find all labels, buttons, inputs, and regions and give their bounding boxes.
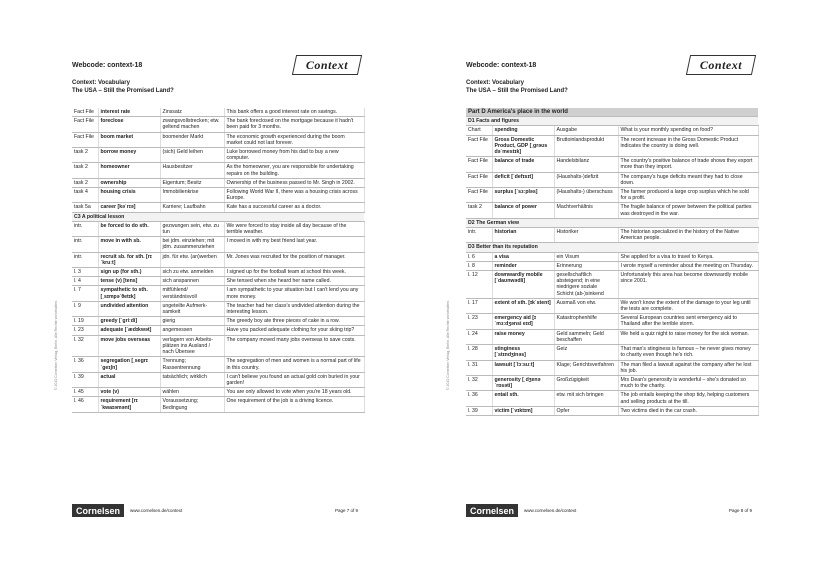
term-cell: greedy [ˈɡriːdi]	[98, 317, 160, 326]
table-row	[72, 203, 364, 212]
example-cell: She tensed when she heard her name called.	[224, 277, 364, 286]
german-cell: Ausmaß von etw.	[554, 298, 618, 313]
ref-cell: task 4	[72, 188, 98, 203]
term-cell: reminder	[492, 261, 554, 270]
ref-cell: l. 4	[72, 277, 98, 286]
term-cell: downwardly mobile [ˈdaʊnwədli]	[492, 271, 554, 299]
german-cell: (Haushalts-) überschuss	[554, 188, 618, 203]
table-row	[72, 221, 364, 236]
term-cell: balance of trade	[492, 157, 554, 172]
table-row	[72, 188, 364, 203]
term-cell: emergency aid [ɪˈmɜːdʒənsi eɪd]	[492, 314, 554, 329]
term-cell: generosity [ˌdʒenəˈrɒsəti]	[492, 375, 554, 390]
context-logo-text: Context	[305, 57, 349, 72]
german-cell: Eigentum; Besitz	[160, 178, 224, 187]
ref-cell: Fact File	[466, 188, 492, 203]
page-number: Page 7 of 9	[334, 508, 358, 513]
ref-cell: l. 23	[466, 314, 492, 329]
example-cell: You are only allowed to vote when you're 18 years old.	[224, 388, 364, 397]
ref-cell: l. 23	[72, 326, 98, 335]
example-cell: I wrote myself a reminder about the meeting on Thursday.	[618, 261, 758, 270]
term-cell: housing crisis	[98, 188, 160, 203]
example-cell: We were forced to stay inside all day because of the terrible weather.	[224, 221, 364, 236]
term-cell: historian	[492, 228, 554, 243]
term-cell: spending	[492, 126, 554, 135]
term-cell: actual	[98, 372, 160, 387]
table-row	[466, 188, 758, 203]
german-cell: ein Visum	[554, 252, 618, 261]
ref-cell: l. 36	[466, 391, 492, 406]
example-cell: The teacher had her class's undivided attention during the interesting lesson.	[224, 301, 364, 316]
term-cell: homeowner	[98, 163, 160, 178]
ref-cell: task 5a	[72, 203, 98, 212]
ref-cell: intr.	[72, 252, 98, 267]
ref-cell: Fact File	[466, 135, 492, 157]
german-cell: Handelsbilanz	[554, 157, 618, 172]
table-row	[72, 132, 364, 147]
context-logo-text: Context	[699, 57, 743, 72]
german-cell: jdn. für etw. (an)werben	[160, 252, 224, 267]
ref-cell: l. 3	[72, 268, 98, 277]
german-cell: Machtverhältnis	[554, 203, 618, 218]
context-title: Context: Vocabulary	[72, 80, 130, 86]
section-heading: D3 Better than its reputation	[466, 243, 758, 252]
table-row	[72, 317, 364, 326]
ref-cell: task 2	[466, 203, 492, 218]
ref-cell: l. 7	[72, 286, 98, 301]
ref-cell: l. 45	[72, 388, 98, 397]
page-footer	[466, 504, 758, 518]
table-row	[72, 372, 364, 387]
ref-cell: l. 46	[72, 397, 98, 412]
german-cell: wählen	[160, 388, 224, 397]
table-row	[72, 326, 364, 335]
term-cell: boom market	[98, 132, 160, 147]
ref-cell: Chart	[466, 126, 492, 135]
term-cell: ownership	[98, 178, 160, 187]
ref-cell: l. 32	[72, 335, 98, 357]
context-subtitle: The USA – Still the Promised Land?	[466, 88, 568, 94]
german-cell: Großzügigkeit	[554, 375, 618, 390]
german-cell: Zinssatz	[160, 108, 224, 117]
side-copyright: © 2010 Cornelsen Verlag, Berlin. Alle Rechte vorbehalten.	[446, 300, 450, 390]
german-cell: Karriere; Laufbahn	[160, 203, 224, 212]
ref-cell: l. 6	[466, 252, 492, 261]
term-cell: balance of power	[492, 203, 554, 218]
example-cell: Following World War II, there was a housing crisis across Europe.	[224, 188, 364, 203]
ref-cell: Fact File	[72, 117, 98, 132]
example-cell: The economic growth experienced during the boom market could not last forever.	[224, 132, 364, 147]
term-cell: move in with sb.	[98, 237, 160, 252]
term-cell: vote (v)	[98, 388, 160, 397]
table-row	[466, 298, 758, 313]
term-cell: Gross Domestic Product, GDP [ˌgrəʊs dəˈmestɪk]	[492, 135, 554, 157]
german-cell: (Haushalts-)defizit	[554, 172, 618, 187]
term-cell: entail sth.	[492, 391, 554, 406]
example-cell: Mrs Dean's generosity is wonderful – she's donated so much to the charity.	[618, 375, 758, 390]
table-row	[466, 406, 758, 415]
german-cell: Bruttoinlandsprodukt	[554, 135, 618, 157]
example-cell: As the homeowner, you are responsible for undertaking repairs on the building.	[224, 163, 364, 178]
ref-cell: Fact File	[72, 108, 98, 117]
ref-cell: l. 28	[466, 345, 492, 360]
table-row	[466, 157, 758, 172]
ref-cell: l. 12	[466, 271, 492, 299]
ref-cell: l. 36	[72, 357, 98, 372]
term-cell: move jobs overseas	[98, 335, 160, 357]
german-cell: Klage; Gerichtsverfahren	[554, 360, 618, 375]
table-row	[72, 286, 364, 301]
example-cell: The company's huge deficits meant they had to close down.	[618, 172, 758, 187]
example-cell: Luke borrowed money from his dad to buy a new computer.	[224, 148, 364, 163]
table-row	[72, 163, 364, 178]
ref-cell: l. 31	[466, 360, 492, 375]
term-cell: sign up (for sth.)	[98, 268, 160, 277]
example-cell: We won't know the extent of the damage to your leg until the tests are complete.	[618, 298, 758, 313]
section-heading: D2 The German view	[466, 218, 758, 227]
side-copyright: © 2010 Cornelsen Verlag, Berlin. Alle Rechte vorbehalten.	[54, 300, 58, 390]
example-cell: I can't believe you found an actual gold coin buried in your garden!	[224, 372, 364, 387]
term-cell: deficit [ˈdefɪsɪt]	[492, 172, 554, 187]
ref-cell: intr.	[466, 228, 492, 243]
ref-cell: intr.	[72, 221, 98, 236]
example-cell: I am sympathetic to your situation but I can't lend you any more money.	[224, 286, 364, 301]
term-cell: undivided attention	[98, 301, 160, 316]
table-row	[72, 148, 364, 163]
table-row	[466, 345, 758, 360]
example-cell: The country's positive balance of trade shows they export more than they import.	[618, 157, 758, 172]
german-cell: Trennung; Rassentrennung	[160, 357, 224, 372]
page-number: Page 8 of 9	[728, 508, 752, 513]
term-cell: foreclose	[98, 117, 160, 132]
webcode: Webcode: context-18	[72, 62, 143, 69]
german-cell: verlagern von Arbeits- plätzen ins Ausland / nach Übersee	[160, 335, 224, 357]
part-heading: Part D America's place in the world	[466, 108, 758, 117]
page-left	[68, 52, 368, 522]
example-cell: Unfortunately this area has become downwardly mobile since 2001.	[618, 271, 758, 299]
german-cell: sich zu etw. anmelden	[160, 268, 224, 277]
german-cell: Geld sammeln; Geld beschaffen	[554, 329, 618, 344]
german-cell: tatsächlich; wirklich	[160, 372, 224, 387]
term-cell: borrow money	[98, 148, 160, 163]
example-cell: Several European countries sent emergency aid to Thailand after the terrible storm.	[618, 314, 758, 329]
cornelsen-logo: Cornelsen	[466, 504, 518, 517]
section-heading: D1 Facts and figures	[466, 117, 758, 126]
german-cell: bei jdm. einziehen; mit jdm. zusammenziehen	[160, 237, 224, 252]
table-row	[72, 301, 364, 316]
section-heading-row	[466, 218, 758, 227]
example-cell: I moved in with my best friend last year.	[224, 237, 364, 252]
german-cell: Opfer	[554, 406, 618, 415]
context-logo	[686, 55, 756, 75]
ref-cell: l. 32	[466, 375, 492, 390]
example-cell: That man's stinginess is famous – he never gives money to charity even though he's rich.	[618, 345, 758, 360]
german-cell: gierig	[160, 317, 224, 326]
table-row	[466, 203, 758, 218]
table-row	[466, 228, 758, 243]
example-cell: The bank foreclosed on the mortgage because it hadn't been paid for 3 months.	[224, 117, 364, 132]
example-cell: She applied for a visa to travel to Kenya.	[618, 252, 758, 261]
example-cell: Two victims died in the car crash.	[618, 406, 758, 415]
table-row	[466, 314, 758, 329]
term-cell: requirement [rɪˈkwaɪəmənt]	[98, 397, 160, 412]
table-row	[72, 357, 364, 372]
part-heading-row	[466, 108, 758, 117]
section-heading-row	[466, 117, 758, 126]
section-heading: C3 A political lesson	[72, 212, 364, 221]
table-row	[72, 388, 364, 397]
german-cell: Katastrophenhilfe	[554, 314, 618, 329]
table-row	[466, 360, 758, 375]
term-cell: surplus [ˈsɜːpləs]	[492, 188, 554, 203]
table-row	[466, 391, 758, 406]
ref-cell: Fact File	[466, 157, 492, 172]
german-cell: (sich) Geld leihen	[160, 148, 224, 163]
term-cell: lawsuit [ˈlɔːsuːt]	[492, 360, 554, 375]
term-cell: stinginess [ˈstɪndʒinəs]	[492, 345, 554, 360]
example-cell: One requirement of the job is a driving licence.	[224, 397, 364, 412]
ref-cell: task 2	[72, 148, 98, 163]
term-cell: career [kəˈrɪə]	[98, 203, 160, 212]
table-row	[72, 237, 364, 252]
example-cell: The segregation of men and women is a normal part of life in this country.	[224, 357, 364, 372]
table-row	[72, 268, 364, 277]
german-cell: mitfühlend/ verständnisvoll	[160, 286, 224, 301]
ref-cell: Fact File	[466, 172, 492, 187]
example-cell: The job entails keeping the shop tidy, helping customers and selling products at the till.	[618, 391, 758, 406]
example-cell: The company moved many jobs overseas to save costs.	[224, 335, 364, 357]
context-heading	[466, 79, 568, 95]
german-cell: etw. mit sich bringen	[554, 391, 618, 406]
example-cell: This bank offers a good interest rate on savings.	[224, 108, 364, 117]
page-right	[462, 52, 762, 522]
table-row	[72, 397, 364, 412]
german-cell: Hausbesitzer	[160, 163, 224, 178]
term-cell: sympathetic to sth. [ˌsɪmpəˈθetɪk]	[98, 286, 160, 301]
table-row	[466, 375, 758, 390]
table-row	[72, 335, 364, 357]
table-row	[72, 277, 364, 286]
term-cell: a visa	[492, 252, 554, 261]
ref-cell: l. 39	[466, 406, 492, 415]
table-row	[466, 172, 758, 187]
ref-cell: l. 19	[72, 317, 98, 326]
table-row	[466, 261, 758, 270]
term-cell: recruit sb. for sth. [rɪˈkruːt]	[98, 252, 160, 267]
german-cell: Ausgabe	[554, 126, 618, 135]
term-cell: adequate [ˈædɪkwət]	[98, 326, 160, 335]
term-cell: raise money	[492, 329, 554, 344]
table-row	[466, 126, 758, 135]
context-title: Context: Vocabulary	[466, 80, 524, 86]
example-cell: Ownership of the business passed to Mr. Singh in 2002.	[224, 178, 364, 187]
example-cell: The man filed a lawsuit against the company after he lost his job.	[618, 360, 758, 375]
example-cell: Mr. Jones was recruited for the position of manager.	[224, 252, 364, 267]
ref-cell: intr.	[72, 237, 98, 252]
german-cell: zwangsvollstrecken; etw. geltend machen	[160, 117, 224, 132]
term-cell: segregation [ˌseɡrɪˈɡeɪʃn]	[98, 357, 160, 372]
vocabulary-table	[72, 108, 365, 413]
context-subtitle: The USA – Still the Promised Land?	[72, 88, 174, 94]
german-cell: boomender Markt	[160, 132, 224, 147]
german-cell: sich anspannen	[160, 277, 224, 286]
ref-cell: task 2	[72, 163, 98, 178]
example-cell: The historian specialized in the history of the Native American people.	[618, 228, 758, 243]
german-cell: gezwungen sein, etw. zu tun	[160, 221, 224, 236]
footer-url[interactable]: www.cornelsen.de/context	[130, 508, 183, 513]
term-cell: tense (v) [tens]	[98, 277, 160, 286]
german-cell: angemessen	[160, 326, 224, 335]
ref-cell: l. 39	[72, 372, 98, 387]
ref-cell: Fact File	[72, 132, 98, 147]
table-row	[72, 117, 364, 132]
cornelsen-logo: Cornelsen	[72, 504, 124, 517]
ref-cell: l. 17	[466, 298, 492, 313]
table-row	[466, 271, 758, 299]
german-cell: gesellschaftlich absteigend; in eine niedrigere soziale Schicht (ab-)sinkend	[554, 271, 618, 299]
section-heading-row	[72, 212, 364, 221]
german-cell: Historiker	[554, 228, 618, 243]
footer-url[interactable]: www.cornelsen.de/context	[524, 508, 577, 513]
vocabulary-table	[466, 108, 759, 416]
example-cell: Kate has a successful career as a doctor.	[224, 203, 364, 212]
table-row	[72, 178, 364, 187]
example-cell: The fragile balance of power between the political parties was destroyed in the war.	[618, 203, 758, 218]
page-footer	[72, 504, 364, 518]
german-cell: Erinnerung	[554, 261, 618, 270]
table-row	[72, 108, 364, 117]
table-row	[466, 252, 758, 261]
context-heading	[72, 79, 174, 95]
table-row	[466, 135, 758, 157]
section-heading-row	[466, 243, 758, 252]
german-cell: ungeteilte Aufmerk- samkeit	[160, 301, 224, 316]
example-cell: The greedy boy ate three pieces of cake in a row.	[224, 317, 364, 326]
example-cell: I signed up for the football team at school this week.	[224, 268, 364, 277]
table-row	[72, 252, 364, 267]
context-logo	[292, 55, 362, 75]
example-cell: What is your monthly spending on food?	[618, 126, 758, 135]
german-cell: Voraussetzung; Bedingung	[160, 397, 224, 412]
example-cell: We held a quiz night to raise money for the sick woman.	[618, 329, 758, 344]
german-cell: Geiz	[554, 345, 618, 360]
ref-cell: l. 8	[466, 261, 492, 270]
example-cell: The recent increase in the Gross Domestic Product indicates the country is doing well.	[618, 135, 758, 157]
webcode: Webcode: context-18	[466, 62, 537, 69]
example-cell: Have you packed adequate clothing for your skiing trip?	[224, 326, 364, 335]
ref-cell: l. 9	[72, 301, 98, 316]
table-row	[466, 329, 758, 344]
ref-cell: task 2	[72, 178, 98, 187]
term-cell: extent of sth. [ɪkˈstent]	[492, 298, 554, 313]
term-cell: victim [ˈvɪktɪm]	[492, 406, 554, 415]
german-cell: Immobilienkrise	[160, 188, 224, 203]
term-cell: be forced to do sth.	[98, 221, 160, 236]
ref-cell: l. 24	[466, 329, 492, 344]
term-cell: interest rate	[98, 108, 160, 117]
example-cell: The farmer produced a large crop surplus which he sold for a profit.	[618, 188, 758, 203]
